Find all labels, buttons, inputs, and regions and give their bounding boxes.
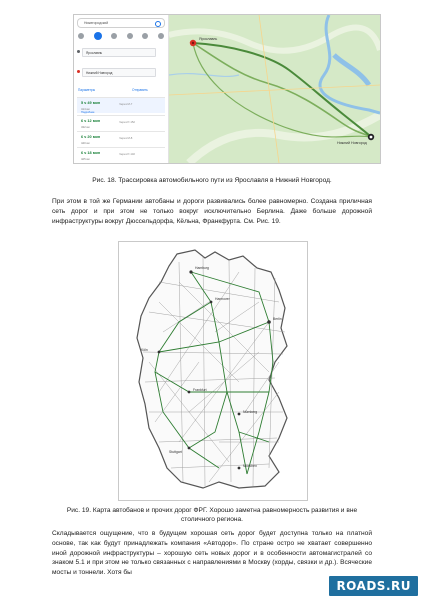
figure18-caption: Рис. 18. Трассировка автомобильного пути из Ярославля в Нижний Новгород. <box>92 177 332 184</box>
germany-road-map <box>118 241 308 501</box>
route-option[interactable] <box>77 147 165 163</box>
city-label: Berlin <box>273 317 282 321</box>
city-label: Nürnberg <box>243 410 258 414</box>
destination-field[interactable] <box>82 68 156 77</box>
germany-border <box>137 250 287 488</box>
city-label: Köln <box>141 348 148 352</box>
route-time: 6 ч 18 мин <box>81 151 101 155</box>
route-via: Через Р-152 <box>119 119 135 124</box>
city-dot <box>188 391 191 394</box>
route-option[interactable] <box>77 115 165 131</box>
germany-map-graphic <box>119 242 307 500</box>
city-dot <box>238 413 241 416</box>
flight-mode-icon[interactable] <box>158 33 164 39</box>
route-distance: 432 км <box>81 124 90 129</box>
route-distance: 440 км <box>81 140 90 145</box>
route-time: 6 ч 12 мин <box>81 119 101 123</box>
route-distance: 425 км <box>81 156 90 161</box>
city-label: Hannover <box>215 297 230 301</box>
directions-panel <box>74 15 169 163</box>
route-via: Через М-7 <box>119 101 133 106</box>
route-screenshot <box>73 14 381 164</box>
origin-field[interactable] <box>82 48 156 57</box>
route-via: Через М-8 <box>119 135 133 140</box>
options-link[interactable]: Параметры <box>78 88 95 92</box>
destination-pin-icon <box>77 70 80 73</box>
search-icon[interactable] <box>155 21 161 27</box>
city-dot <box>189 270 192 273</box>
figure19-caption: Рис. 19. Карта автобанов и прочих дорог ФРГ. Хорошо заметна равномерность развития и вне столичного региона. <box>66 507 358 523</box>
route-time: 5 ч 49 мин <box>81 101 101 105</box>
route-distance: 414 км <box>81 106 90 111</box>
city-dot <box>188 447 191 450</box>
city-label: Frankfurt <box>193 388 207 392</box>
travel-mode-bar <box>78 32 164 40</box>
transit-mode-icon[interactable] <box>111 33 117 39</box>
bike-mode-icon[interactable] <box>142 33 148 39</box>
route-via: Через Р-132 <box>119 151 135 156</box>
route-details-link[interactable]: Подробнее <box>81 111 95 114</box>
walk-mode-icon[interactable] <box>127 33 133 39</box>
city-dot <box>158 351 161 354</box>
search-text: Нижегородский <box>84 21 109 25</box>
car-mode-icon[interactable] <box>94 32 102 40</box>
paragraph-1: При этом в той же Германии автобаны и дороги развивались более равномерно. Создана приличная сеть дорог и при этом не только вокруг исключительно Берлина. Даже больше дорожной инфраструктуры вокруг Дюссельдорфа, Кёльна, Франкфурта. См. Рис. 19. <box>52 198 372 225</box>
city-dot <box>267 320 271 324</box>
city-label: Stuttgart <box>169 450 182 454</box>
city-label: Hamburg <box>195 266 209 270</box>
map-label-start: Ярославль <box>199 37 218 41</box>
route-option[interactable] <box>77 131 165 147</box>
city-dot <box>210 301 213 304</box>
paragraph-2: Складывается ощущение, что в будущем хорошая сеть дорог будет доступна только на платной основе, так как будут принадлежать компания «Автодор». По стране остро не хватает совершенно иной дорожной инфраструктуры – хорошую сеть новых дорог и в особенности автомагистралей со знаком 5.1 и при этом не только связанных с направлениями в Москву (хорды, связки и др.). Всяческие мосты и тоннели. Хотя бы <box>52 530 372 577</box>
route-option[interactable] <box>77 97 165 113</box>
best-mode-icon[interactable] <box>78 33 84 39</box>
send-link[interactable]: Отправить <box>132 88 148 92</box>
route-map[interactable] <box>169 15 380 163</box>
city-dot <box>238 467 241 470</box>
destination-text: Нижний Новгород <box>86 70 113 75</box>
origin-dot-icon <box>77 50 80 53</box>
city-label: München <box>243 464 257 468</box>
origin-text: Ярославль <box>86 50 103 55</box>
route-time: 6 ч 20 мин <box>81 135 101 139</box>
search-box[interactable] <box>77 18 165 28</box>
site-watermark: ROADS.RU <box>329 576 418 596</box>
map-label-end: Нижний Новгород <box>337 141 367 145</box>
